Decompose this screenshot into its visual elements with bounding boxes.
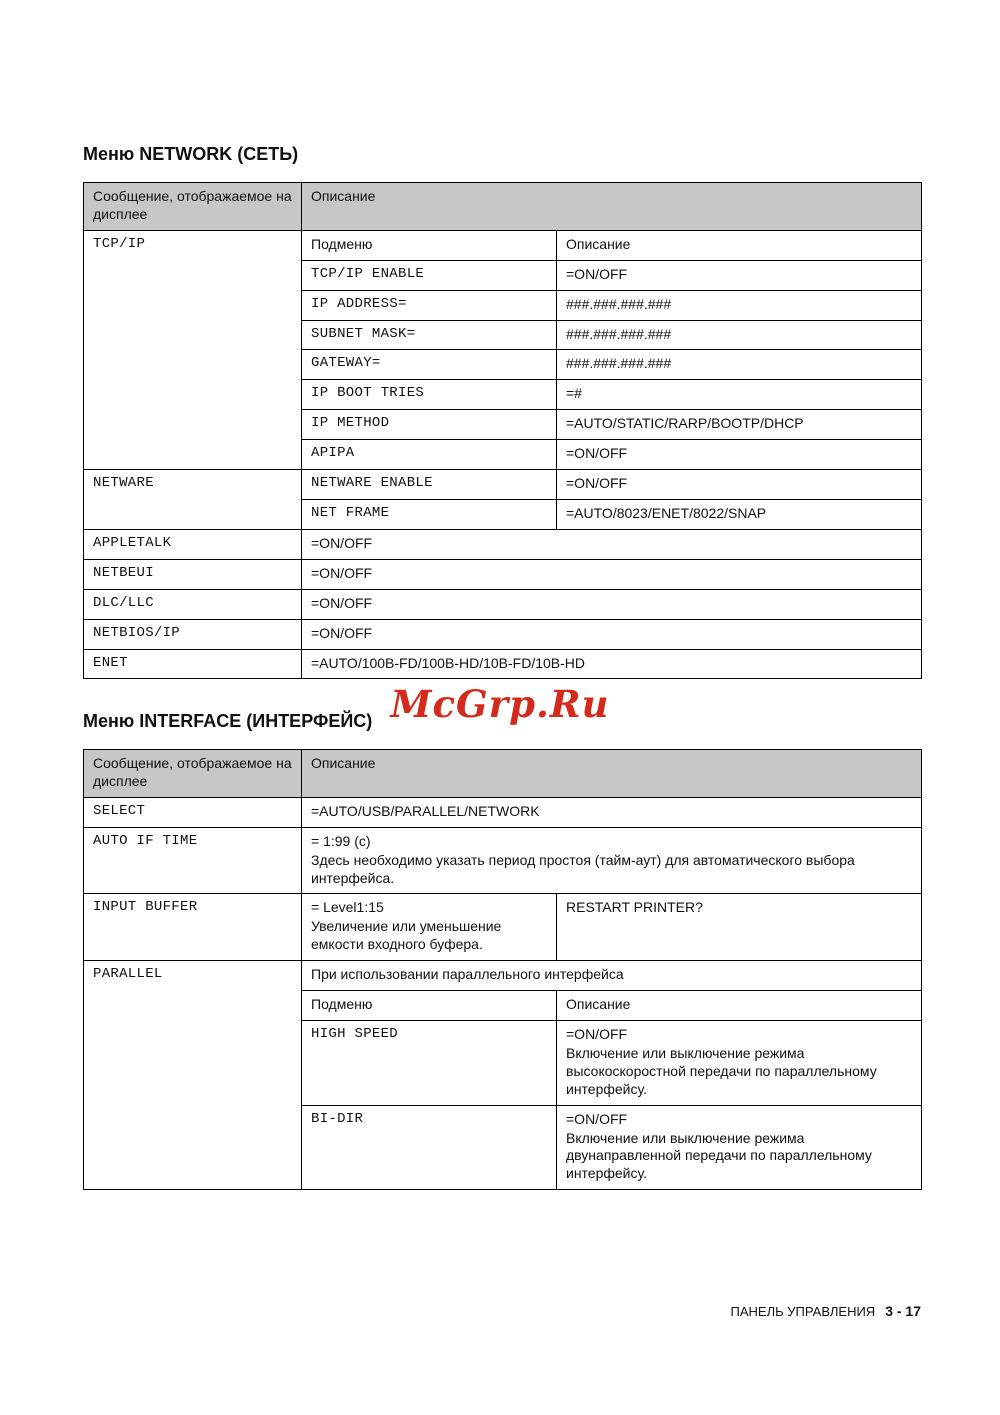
description-note: Включение или выключение режима двунаправленной передачи по параллельному интерфейсу.	[566, 1129, 872, 1182]
subcolumn-header-submenu: Подменю	[302, 230, 557, 260]
subcolumn-header-description: Описание	[557, 230, 922, 260]
page-footer	[731, 1303, 921, 1319]
table-row	[84, 797, 922, 827]
description-cell	[557, 1020, 922, 1105]
description-note: Увеличение или уменьшение емкости входного буфера.	[311, 918, 502, 953]
description-cell: =ON/OFF	[557, 470, 922, 500]
description-value: =ON/OFF	[566, 1110, 628, 1127]
submenu-cell: SUBNET MASK=	[302, 320, 557, 350]
description-cell: ###.###.###.###	[557, 320, 922, 350]
submenu-cell: HIGH SPEED	[302, 1020, 557, 1105]
description-cell: =ON/OFF	[557, 440, 922, 470]
message-cell-netware: NETWARE	[84, 470, 302, 530]
description-cell: =AUTO/100B-FD/100B-HD/10B-FD/10B-HD	[302, 649, 922, 679]
description-cell	[302, 827, 922, 894]
table-row	[84, 589, 922, 619]
message-cell-input-buffer: INPUT BUFFER	[84, 894, 302, 961]
message-cell-tcpip: TCP/IP	[84, 230, 302, 469]
description-cell: ###.###.###.###	[557, 290, 922, 320]
description-cell: ###.###.###.###	[557, 350, 922, 380]
submenu-cell: IP ADDRESS=	[302, 290, 557, 320]
message-cell-parallel: PARALLEL	[84, 961, 302, 1190]
submenu-cell: NETWARE ENABLE	[302, 470, 557, 500]
table-row	[84, 619, 922, 649]
description-note: Здесь необходимо указать период простоя (тайм-аут) для автоматического выбора интерфейса.	[311, 851, 855, 886]
table-row	[84, 470, 922, 500]
network-menu-section	[83, 144, 921, 679]
interface-menu-section	[83, 711, 921, 1190]
table-row	[84, 649, 922, 679]
description-cell: =ON/OFF	[302, 529, 922, 559]
description-value: = 1:99 (с)	[311, 832, 371, 849]
description-cell: =AUTO/STATIC/RARP/BOOTP/DHCP	[557, 410, 922, 440]
message-cell: NETBIOS/IP	[84, 619, 302, 649]
network-section-title: Меню NETWORK (СЕТЬ)	[83, 144, 299, 164]
submenu-cell: BI-DIR	[302, 1105, 557, 1190]
watermark-text: McGrp.Ru	[390, 682, 610, 726]
submenu-cell: IP METHOD	[302, 410, 557, 440]
column-header-description: Описание	[302, 750, 922, 798]
message-cell-select: SELECT	[84, 797, 302, 827]
description-cell: =ON/OFF	[557, 260, 922, 290]
description-cell: =AUTO/USB/PARALLEL/NETWORK	[302, 797, 922, 827]
message-cell: NETBEUI	[84, 559, 302, 589]
message-cell: APPLETALK	[84, 529, 302, 559]
table-row	[84, 894, 922, 961]
table-header-row	[84, 750, 922, 798]
footer-label: ПАНЕЛЬ УПРАВЛЕНИЯ	[730, 1304, 876, 1319]
submenu-cell: NET FRAME	[302, 499, 557, 529]
description-cell: =ON/OFF	[302, 589, 922, 619]
table-row	[84, 230, 922, 260]
message-cell-auto-if-time: AUTO IF TIME	[84, 827, 302, 894]
interface-menu-table	[83, 749, 922, 1190]
description-value: =ON/OFF	[566, 1025, 628, 1042]
description-cell: =AUTO/8023/ENET/8022/SNAP	[557, 499, 922, 529]
description-cell: =ON/OFF	[302, 559, 922, 589]
message-cell: DLC/LLC	[84, 589, 302, 619]
parallel-intro-cell: При использовании параллельного интерфейса	[302, 961, 922, 991]
description-value: = Level1:15	[311, 899, 384, 916]
table-row	[84, 961, 922, 991]
description-cell: =ON/OFF	[302, 619, 922, 649]
table-row	[84, 559, 922, 589]
column-header-message: Сообщение, отображаемое на дисплее	[84, 183, 302, 231]
network-menu-table	[83, 182, 922, 679]
table-row	[84, 827, 922, 894]
description-cell: =#	[557, 380, 922, 410]
table-header-row	[84, 183, 922, 231]
column-header-description: Описание	[302, 183, 922, 231]
submenu-cell: APIPA	[302, 440, 557, 470]
description-cell	[557, 1105, 922, 1190]
footer-page-number: 3 - 17	[885, 1303, 921, 1319]
message-cell: ENET	[84, 649, 302, 679]
column-header-message: Сообщение, отображаемое на дисплее	[84, 750, 302, 798]
description-cell	[302, 894, 557, 961]
description-note: Включение или выключение режима высокоскоростной передачи по параллельному интерфейсу.	[566, 1044, 877, 1097]
description-extra-cell: RESTART PRINTER?	[557, 894, 922, 961]
table-row	[84, 529, 922, 559]
submenu-cell: GATEWAY=	[302, 350, 557, 380]
submenu-cell: TCP/IP ENABLE	[302, 260, 557, 290]
interface-section-title: Меню INTERFACE (ИНТЕРФЕЙС)	[83, 711, 373, 731]
submenu-cell: IP BOOT TRIES	[302, 380, 557, 410]
subcolumn-header-description: Описание	[557, 991, 922, 1021]
subcolumn-header-submenu: Подменю	[302, 991, 557, 1021]
